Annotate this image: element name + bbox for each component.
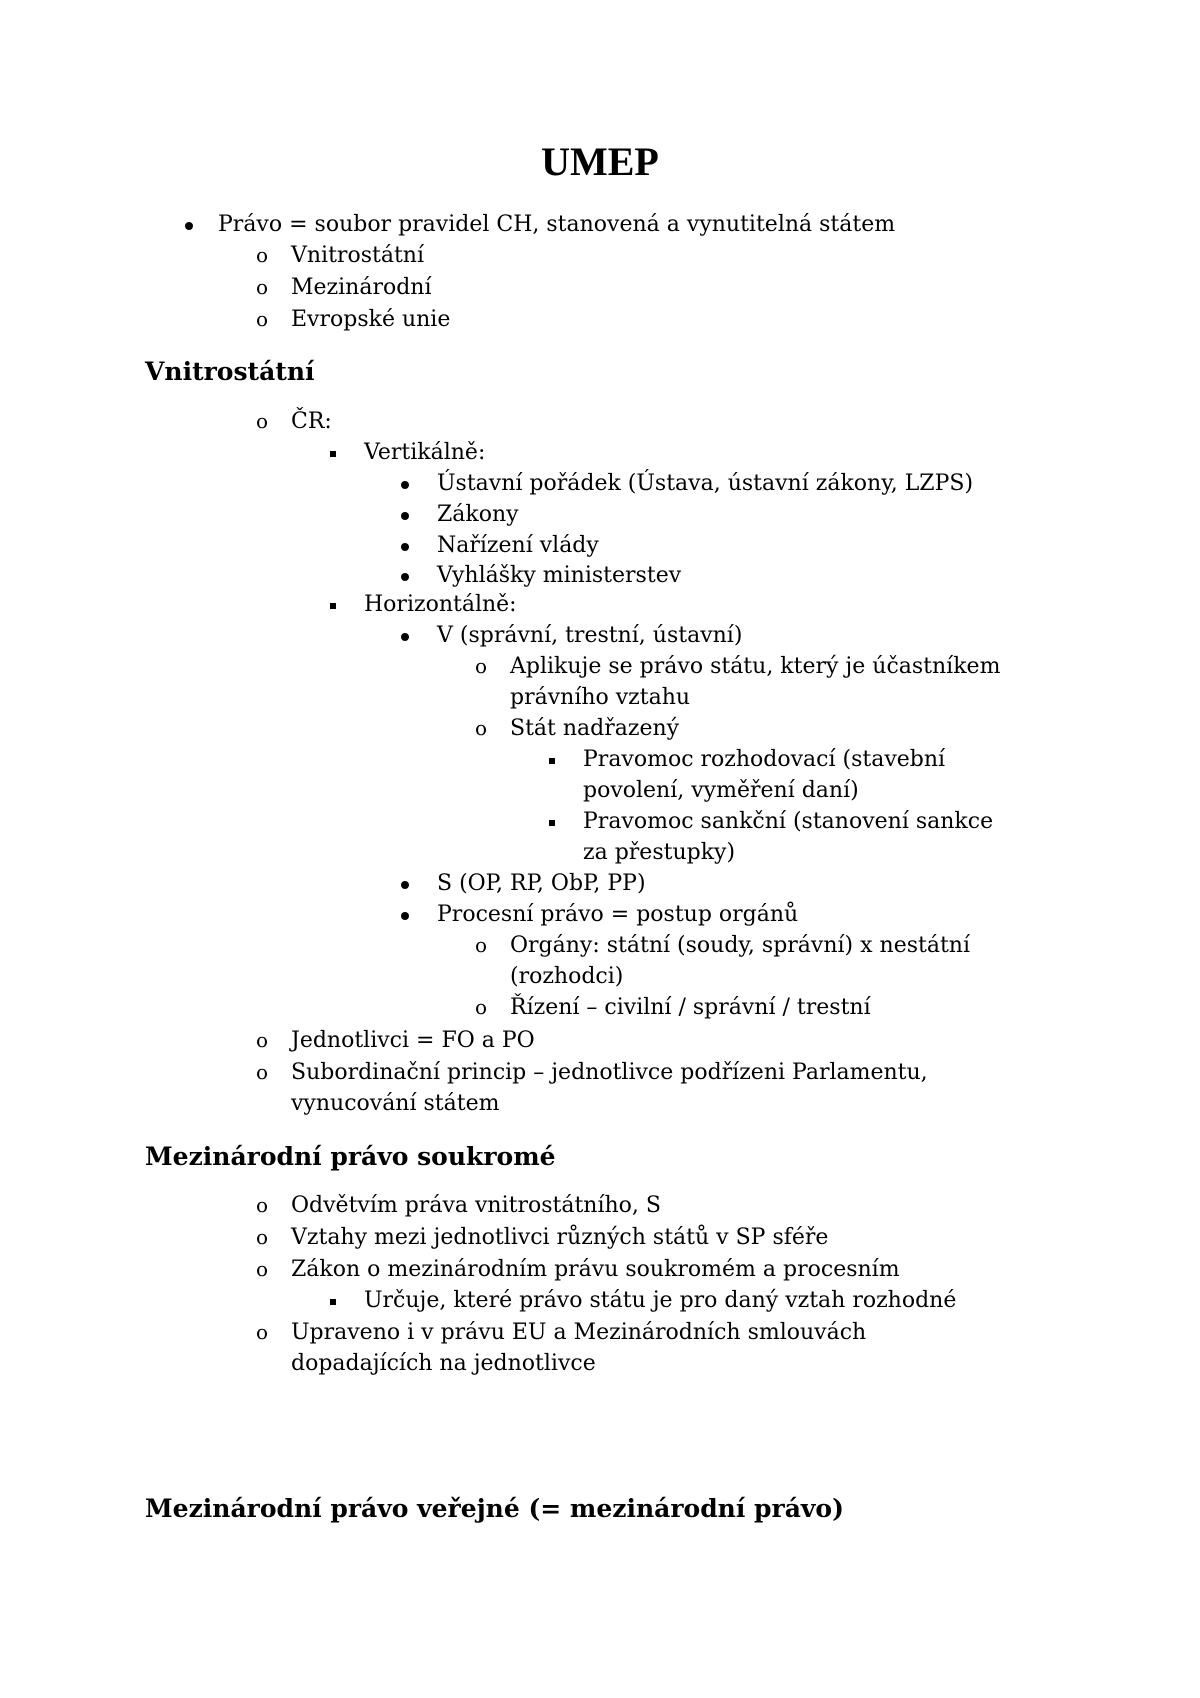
bullet-circle-icon: o — [475, 654, 488, 678]
bullet-circle-icon: o — [256, 1193, 269, 1217]
list-item: ČR: — [291, 409, 332, 434]
list-item-continuation: dopadajících na jednotlivce — [291, 1351, 596, 1376]
bullet-square-icon — [549, 820, 555, 826]
list-item: S (OP, RP, ObP, PP) — [437, 871, 646, 896]
intro-subitem: Vnitrostátní — [291, 243, 424, 268]
bullet-circle-icon: o — [256, 1257, 269, 1281]
bullet-circle-icon: o — [475, 933, 488, 957]
list-item-continuation: povolení, vyměření daní) — [583, 778, 859, 803]
list-item: Horizontálně: — [364, 592, 517, 617]
list-item: Jednotlivci = FO a PO — [291, 1028, 535, 1053]
bullet-square-icon — [330, 1299, 336, 1305]
list-item: Subordinační princip – jednotlivce podřízeni Parlamentu, — [291, 1060, 928, 1085]
bullet-circle-icon: o — [256, 1320, 269, 1344]
bullet-disc-icon — [185, 222, 193, 230]
bullet-circle-icon: o — [256, 1028, 269, 1052]
document-title: UMEP — [541, 139, 659, 184]
list-item: Nařízení vlády — [437, 533, 599, 558]
list-item: Zákon o mezinárodním právu soukromém a procesním — [291, 1257, 900, 1282]
section-heading-vnitrostatni: Vnitrostátní — [145, 357, 315, 386]
intro-subitem: Mezinárodní — [291, 275, 432, 300]
bullet-disc-icon — [401, 481, 409, 489]
list-item: Vertikálně: — [364, 440, 486, 465]
list-item: Ústavní pořádek (Ústava, ústavní zákony, LZPS) — [437, 471, 974, 496]
list-item: Vztahy mezi jednotlivci různých států v SP sféře — [291, 1225, 829, 1250]
list-item-continuation: za přestupky) — [583, 840, 736, 865]
section-heading-verejne: Mezinárodní právo veřejné (= mezinárodní právo) — [145, 1494, 844, 1523]
bullet-disc-icon — [401, 573, 409, 581]
bullet-circle-icon: o — [256, 243, 269, 267]
bullet-disc-icon — [401, 881, 409, 889]
list-item-continuation: právního vztahu — [510, 685, 691, 710]
bullet-square-icon — [549, 758, 555, 764]
list-item: Pravomoc sankční (stanovení sankce — [583, 809, 994, 834]
list-item-continuation: vynucování státem — [291, 1091, 500, 1116]
list-item: Odvětvím práva vnitrostátního, S — [291, 1193, 661, 1218]
intro-subitem: Evropské unie — [291, 307, 451, 332]
bullet-circle-icon: o — [256, 307, 269, 331]
list-item: Upraveno i v právu EU a Mezinárodních smlouvách — [291, 1320, 867, 1345]
list-item: Procesní právo = postup orgánů — [437, 902, 799, 927]
bullet-circle-icon: o — [256, 1060, 269, 1084]
list-item-continuation: (rozhodci) — [510, 964, 624, 989]
bullet-circle-icon: o — [256, 1225, 269, 1249]
bullet-circle-icon: o — [256, 409, 269, 433]
bullet-square-icon — [330, 603, 336, 609]
list-item: Zákony — [437, 502, 519, 527]
list-item: Vyhlášky ministerstev — [437, 563, 682, 588]
bullet-square-icon — [330, 451, 336, 457]
bullet-circle-icon: o — [475, 995, 488, 1019]
list-item: Řízení – civilní / správní / trestní — [510, 995, 871, 1020]
list-item: Stát nadřazený — [510, 716, 680, 741]
list-item: Aplikuje se právo státu, který je účastníkem — [510, 654, 1001, 679]
list-item: Orgány: státní (soudy, správní) x nestátní — [510, 933, 971, 958]
list-item: V (správní, trestní, ústavní) — [437, 623, 743, 648]
bullet-circle-icon: o — [475, 716, 488, 740]
list-item: Určuje, které právo státu je pro daný vztah rozhodné — [364, 1288, 957, 1313]
bullet-disc-icon — [401, 633, 409, 641]
intro-item: Právo = soubor pravidel CH, stanovená a vynutitelná státem — [218, 212, 896, 237]
bullet-disc-icon — [401, 912, 409, 920]
section-heading-soukrome: Mezinárodní právo soukromé — [145, 1142, 556, 1171]
bullet-disc-icon — [401, 543, 409, 551]
bullet-disc-icon — [401, 512, 409, 520]
bullet-circle-icon: o — [256, 275, 269, 299]
list-item: Pravomoc rozhodovací (stavební — [583, 747, 946, 772]
